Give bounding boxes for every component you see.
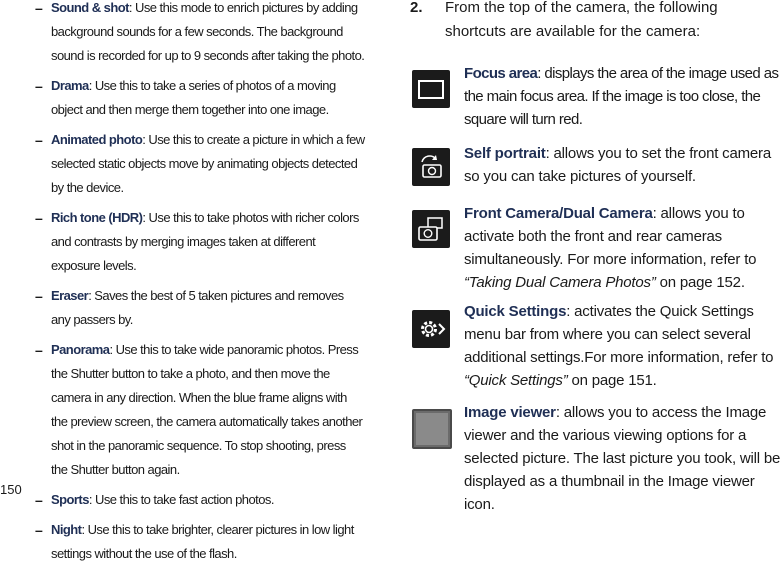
list-item bbox=[35, 206, 365, 278]
shortcut-text bbox=[464, 202, 780, 294]
quick-settings-icon bbox=[412, 310, 450, 348]
mode-description: : Use this to take fast action photos. bbox=[88, 492, 274, 507]
cross-reference: “Taking Dual Camera Photos” bbox=[464, 274, 656, 291]
mode-term: Rich tone (HDR) bbox=[51, 210, 143, 225]
shortcut-description: : allows you to set the front camera so you can take pictures of yourself. bbox=[464, 145, 771, 185]
list-dash: – bbox=[35, 0, 43, 16]
dual-camera-icon bbox=[412, 210, 450, 248]
mode-description: : Use this to take wide panoramic photos. Press the Shutter button to take a photo, and then move the camera in any direction. When the blue frame aligns with the preview screen, the camera automatically takes another shot in the panoramic sequence. To stop shooting, press the Shutter button again. bbox=[51, 342, 363, 477]
mode-description: : Use this to take a series of photos of a moving object and then merge them together into one image. bbox=[51, 78, 336, 117]
list-dash: – bbox=[35, 522, 43, 538]
camera-modes-list bbox=[35, 0, 365, 572]
self-portrait-icon bbox=[412, 148, 450, 186]
page-reference: on page 151. bbox=[567, 372, 657, 389]
list-item bbox=[35, 0, 365, 68]
shortcut-text bbox=[464, 300, 780, 392]
mode-term: Panorama bbox=[51, 342, 110, 357]
list-dash: – bbox=[35, 342, 43, 358]
shortcut-text bbox=[464, 401, 780, 516]
list-dash: – bbox=[35, 78, 43, 94]
focus-area-icon bbox=[412, 70, 450, 108]
shortcut-term: Self portrait bbox=[464, 145, 546, 162]
shortcut-term: Image viewer bbox=[464, 404, 556, 421]
shortcut-term: Focus area bbox=[464, 65, 538, 82]
mode-description: : Use this mode to enrich pictures by adding background sounds for a few seconds. The background sound is recorded for up to 9 seconds after taking the photo. bbox=[51, 0, 365, 63]
mode-term: Animated photo bbox=[51, 132, 143, 147]
mode-description: : Saves the best of 5 taken pictures and removes any passers by. bbox=[51, 288, 344, 327]
shortcut-text bbox=[464, 142, 780, 188]
page-reference: on page 152. bbox=[655, 274, 745, 291]
mode-term: Eraser bbox=[51, 288, 89, 303]
list-dash: – bbox=[35, 210, 43, 226]
list-item bbox=[35, 128, 365, 200]
shortcut-term: Quick Settings bbox=[464, 303, 567, 320]
page-number: 150 bbox=[0, 482, 22, 497]
mode-description: : Use this to take brighter, clearer pictures in low light settings without the use of the flash. bbox=[51, 522, 354, 561]
mode-description: : Use this to take photos with richer colors and contrasts by merging images taken at different exposure levels. bbox=[51, 210, 359, 273]
list-item bbox=[35, 488, 365, 512]
list-dash: – bbox=[35, 288, 43, 304]
list-item bbox=[35, 338, 365, 482]
list-dash: – bbox=[35, 132, 43, 148]
shortcut-description: : allows you to access the Image viewer and the various viewing options for a selected picture. The last picture you took, will be displayed as a thumbnail in the Image viewer icon. bbox=[464, 404, 780, 513]
shortcut-text bbox=[464, 62, 780, 131]
cross-reference: “Quick Settings” bbox=[464, 372, 568, 389]
shortcut-term: Front Camera/Dual Camera bbox=[464, 205, 653, 222]
image-viewer-icon bbox=[412, 409, 452, 449]
shortcut-description: : allows you to activate both the front and rear cameras simultaneously. For more information, refer to bbox=[464, 205, 757, 268]
step-number: 2. bbox=[410, 0, 423, 16]
mode-term: Sports bbox=[51, 492, 89, 507]
list-item bbox=[35, 74, 365, 122]
shortcuts-section bbox=[410, 0, 780, 513]
mode-description: : Use this to create a picture in which a few selected static objects move by animating objects detected by the device. bbox=[51, 132, 365, 195]
list-dash: – bbox=[35, 492, 43, 508]
list-item bbox=[35, 284, 365, 332]
step-2 bbox=[410, 0, 780, 44]
mode-term: Night bbox=[51, 522, 82, 537]
list-item bbox=[35, 518, 365, 566]
mode-term: Sound & shot bbox=[51, 0, 129, 15]
mode-term: Drama bbox=[51, 78, 89, 93]
step-text: From the top of the camera, the following shortcuts are available for the camera: bbox=[445, 0, 718, 40]
shortcut-description: : activates the Quick Settings menu bar from where you can select several additional settings.For more information, refer to bbox=[464, 303, 774, 366]
shortcut-description: : displays the area of the image used as the main focus area. If the image is too close, the square will turn red. bbox=[464, 65, 779, 128]
